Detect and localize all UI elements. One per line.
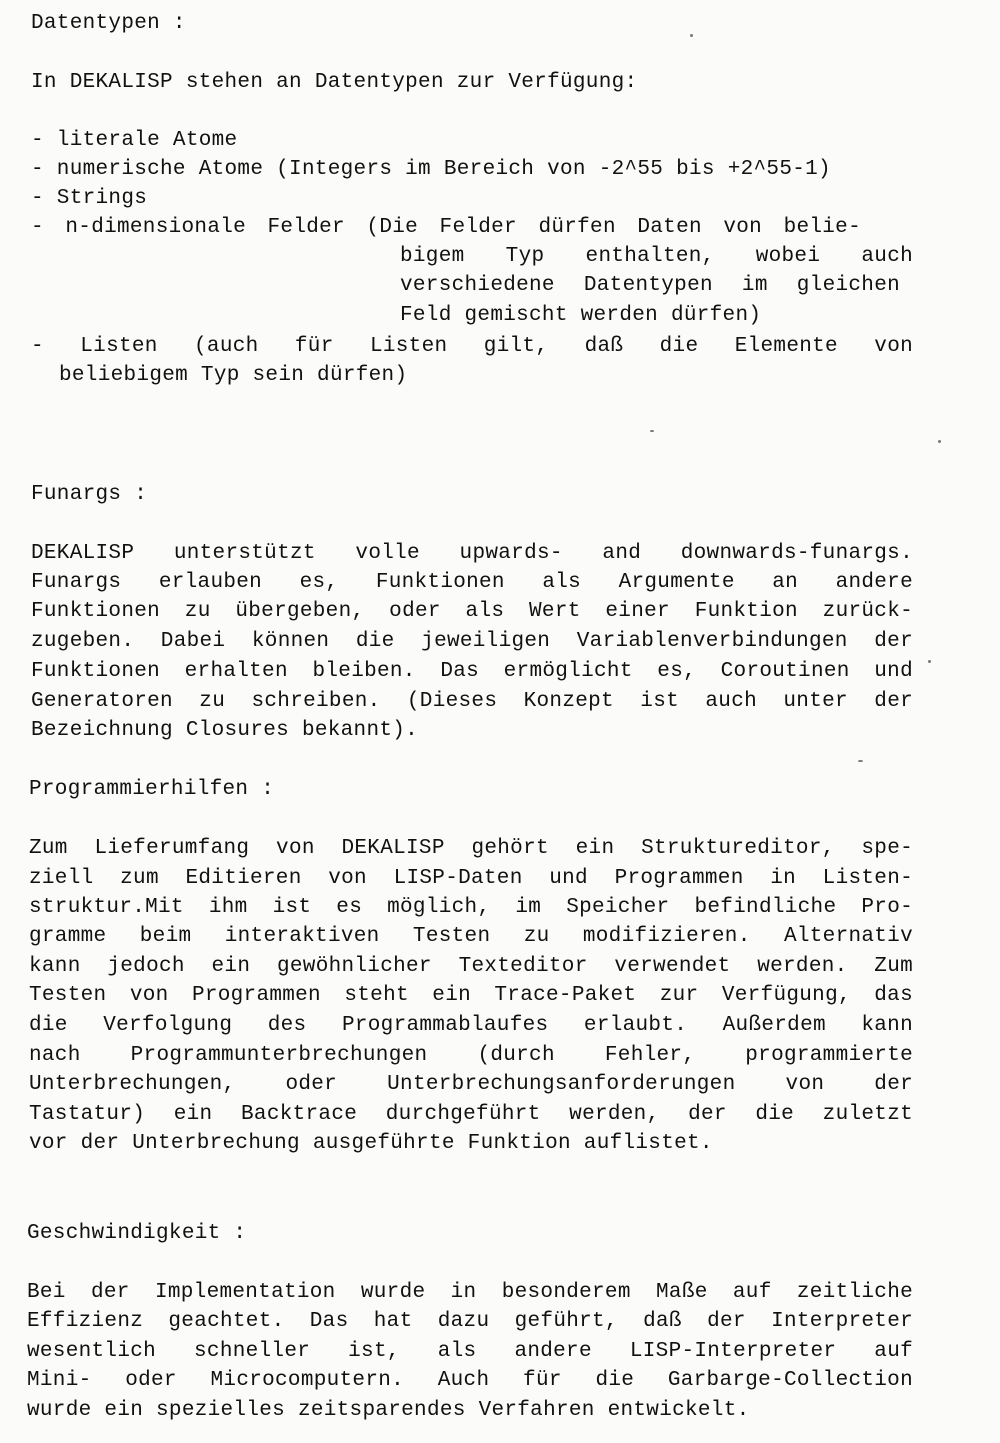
paragraph-line: ziell zum Editieren von LISP-Daten und Programmen in Listen- [29,867,913,890]
heading-programmierhilfen: Programmierhilfen : [29,778,275,801]
paragraph-line: Generatoren zu schreiben. (Dieses Konzept ist auch unter der [31,690,913,713]
paragraph-line: Effizienz geachtet. Das hat dazu geführt, daß der Interpreter [27,1310,913,1333]
scan-speck [928,660,931,663]
paragraph-line: gramme beim interaktiven Testen zu modifizieren. Alternativ [29,925,913,948]
paragraph-line: Funktionen zu übergeben, oder als Wert einer Funktion zurück- [31,600,913,623]
scan-speck [650,430,654,432]
paragraph-line: kann jedoch ein gewöhnlicher Texteditor verwendet werden. Zum [29,955,913,978]
scan-speck [858,760,863,762]
datentypen-intro: In DEKALISP stehen an Datentypen zur Verfügung: [31,71,638,94]
paragraph-line: struktur.Mit ihm ist es möglich, im Speicher befindliche Pro- [29,896,913,919]
list-item: - Strings [31,187,148,210]
list-item-continuation: bigem Typ enthalten, wobei auch [400,245,913,268]
paragraph-line: wesentlich schneller ist, als andere LISP-Interpreter auf [27,1340,913,1363]
paragraph-line: zugeben. Dabei können die jeweiligen Variablenverbindungen der [31,630,913,653]
paragraph-line: DEKALISP unterstützt volle upwards- and downwards-funargs. [31,542,913,565]
paragraph-line: Unterbrechungen, oder Unterbrechungsanforderungen von der [29,1073,913,1096]
paragraph-line: Funargs erlauben es, Funktionen als Argumente an andere [31,571,913,594]
paragraph-line: nach Programmunterbrechungen (durch Fehler, programmierte [29,1044,913,1067]
paragraph-line: vor der Unterbrechung ausgeführte Funktion auflistet. [29,1132,713,1155]
scan-speck [690,34,693,37]
paragraph-line: Bei der Implementation wurde in besonderem Maße auf zeitliche [27,1281,913,1304]
list-item-continuation: verschiedene Datentypen im gleichen [400,274,900,297]
heading-geschwindigkeit: Geschwindigkeit : [27,1222,247,1245]
list-item: - Listen (auch für Listen gilt, daß die Elemente von [31,335,913,358]
paragraph-line: Testen von Programmen steht ein Trace-Paket zur Verfügung, das [29,984,913,1007]
list-item-continuation: beliebigem Typ sein dürfen) [59,364,408,387]
list-item-continuation: Feld gemischt werden dürfen) [400,304,762,327]
list-item: - literale Atome [31,129,238,152]
paragraph-line: Mini- oder Microcomputern. Auch für die Garbarge-Collection [27,1369,913,1392]
list-item: - numerische Atome (Integers im Bereich von -2^55 bis +2^55-1) [31,158,831,181]
list-item: - n-dimensionale Felder (Die Felder dürfen Daten von belie- [31,216,861,239]
heading-funargs: Funargs : [31,483,148,506]
scan-speck [938,440,941,443]
paragraph-line: Tastatur) ein Backtrace durchgeführt werden, der die zuletzt [29,1103,913,1126]
paragraph-line: wurde ein spezielles zeitsparendes Verfahren entwickelt. [27,1399,750,1422]
paragraph-line: Funktionen erhalten bleiben. Das ermöglicht es, Coroutinen und [31,660,913,683]
paragraph-line: Zum Lieferumfang von DEKALISP gehört ein Struktureditor, spe- [29,837,913,860]
paragraph-line: die Verfolgung des Programmablaufes erlaubt. Außerdem kann [29,1014,913,1037]
heading-datentypen: Datentypen : [31,12,186,35]
paragraph-line: Bezeichnung Closures bekannt). [31,719,419,742]
